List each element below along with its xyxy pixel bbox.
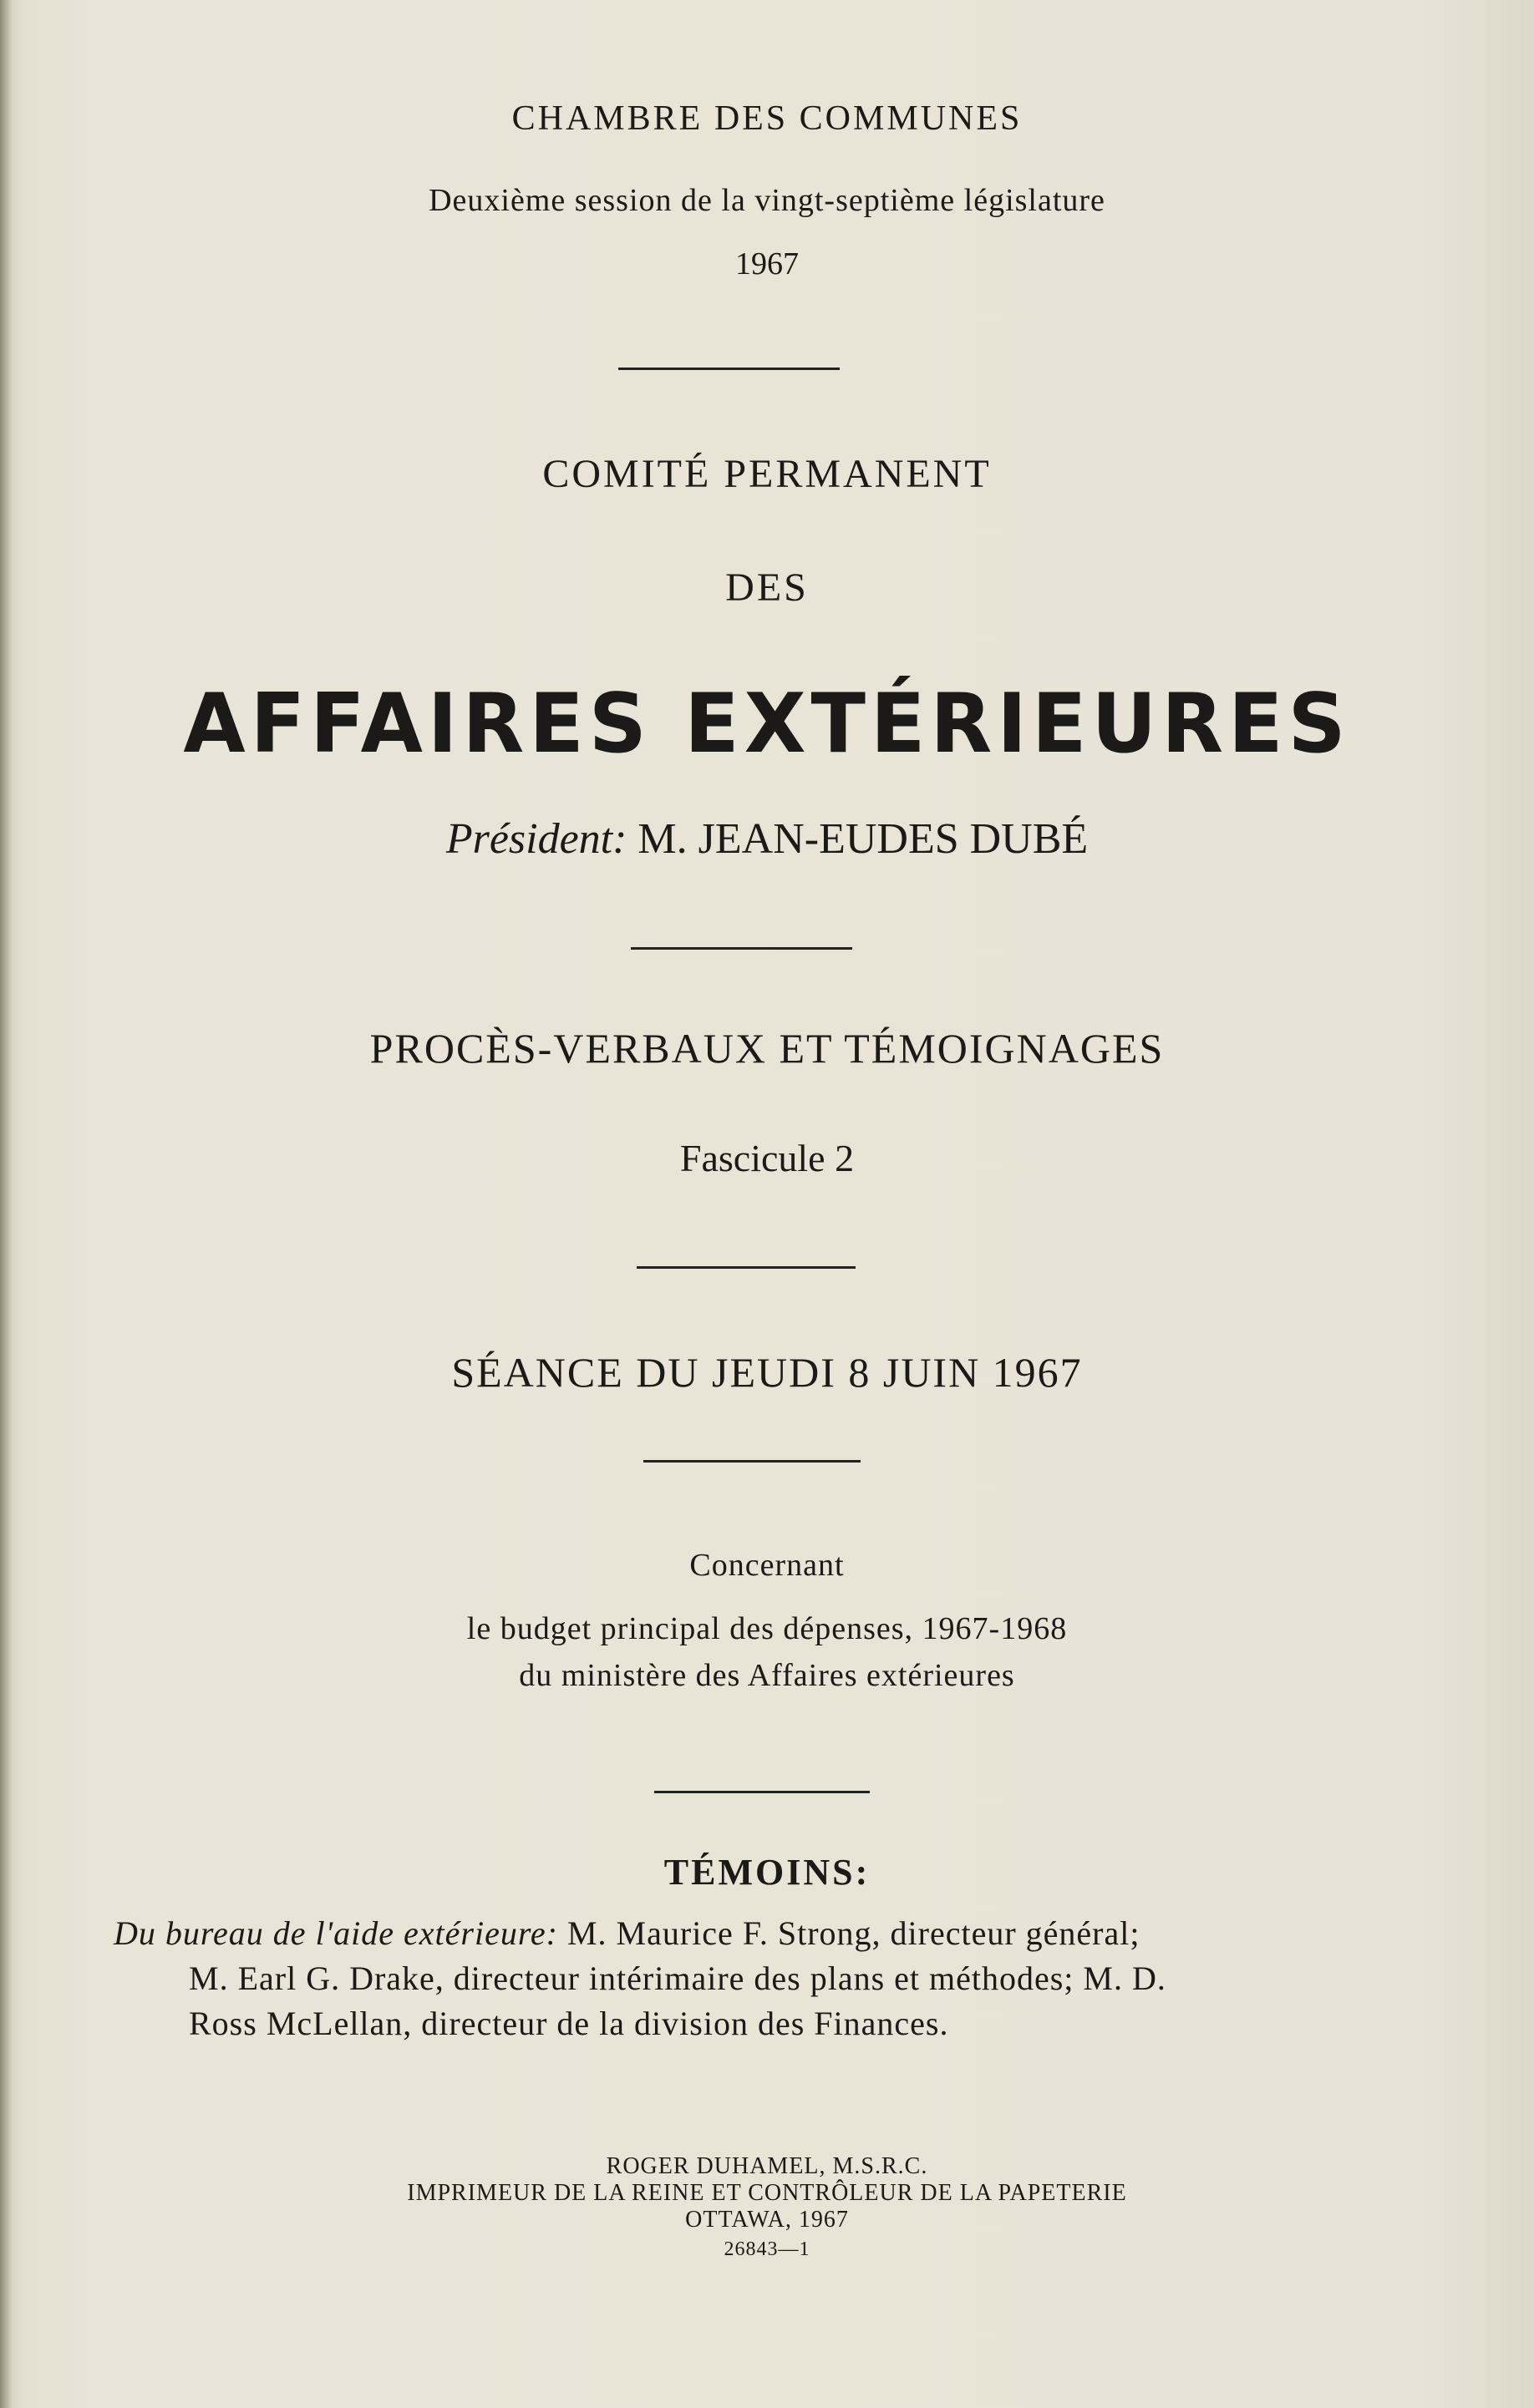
witnesses-heading: TÉMOINS: bbox=[663, 1852, 871, 1893]
session-year: 1967 bbox=[735, 246, 799, 281]
witness-strong: M. Maurice F. Strong, directeur général; bbox=[557, 1914, 1140, 1952]
printer-name: ROGER DUHAMEL, M.S.R.C. bbox=[606, 2153, 928, 2179]
witness-line-1 bbox=[114, 1911, 1434, 1956]
bureau-label: Du bureau de l'aide extérieure: bbox=[114, 1914, 558, 1952]
committee-line2: DES bbox=[725, 565, 809, 610]
binding-edge bbox=[0, 0, 12, 2408]
session-line: Deuxième session de la vingt-septième législature bbox=[429, 183, 1105, 218]
sitting-date: SÉANCE DU JEUDI 8 JUIN 1967 bbox=[451, 1349, 1083, 1396]
divider-rule bbox=[631, 947, 852, 950]
divider-rule bbox=[637, 1266, 856, 1269]
witness-line-3: Ross McLellan, directeur de la division des Finances. bbox=[189, 2005, 949, 2042]
president-label: Président: bbox=[445, 815, 627, 863]
record-title: PROCÈS-VERBAUX ET TÉMOIGNAGES bbox=[369, 1025, 1165, 1072]
divider-rule bbox=[654, 1791, 870, 1793]
printer-number: 26843—1 bbox=[724, 2238, 810, 2260]
president-name: M. JEAN-EUDES DUBÉ bbox=[637, 815, 1089, 863]
printer-title: IMPRIMEUR DE LA REINE ET CONTRÔLEUR DE LA PAPETERIE bbox=[407, 2180, 1127, 2206]
divider-rule bbox=[643, 1460, 861, 1463]
witness-list bbox=[114, 1911, 1434, 2046]
divider-rule bbox=[618, 368, 840, 370]
subject-line2: du ministère des Affaires extérieures bbox=[519, 1658, 1015, 1693]
chamber-title: CHAMBRE DES COMMUNES bbox=[511, 99, 1023, 138]
printer-place: OTTAWA, 1967 bbox=[685, 2207, 849, 2233]
fascicle-number: Fascicule 2 bbox=[679, 1137, 855, 1179]
subject-line1: le budget principal des dépenses, 1967-1968 bbox=[466, 1611, 1068, 1646]
committee-line1: COMITÉ PERMANENT bbox=[542, 452, 992, 496]
committee-name: AFFAIRES EXTÉRIEURES bbox=[183, 677, 1351, 772]
subject-label: Concernant bbox=[689, 1548, 845, 1583]
witness-line-2: M. Earl G. Drake, directeur intérimaire des plans et méthodes; M. D. bbox=[189, 1959, 1166, 1997]
committee-president bbox=[0, 814, 1534, 864]
